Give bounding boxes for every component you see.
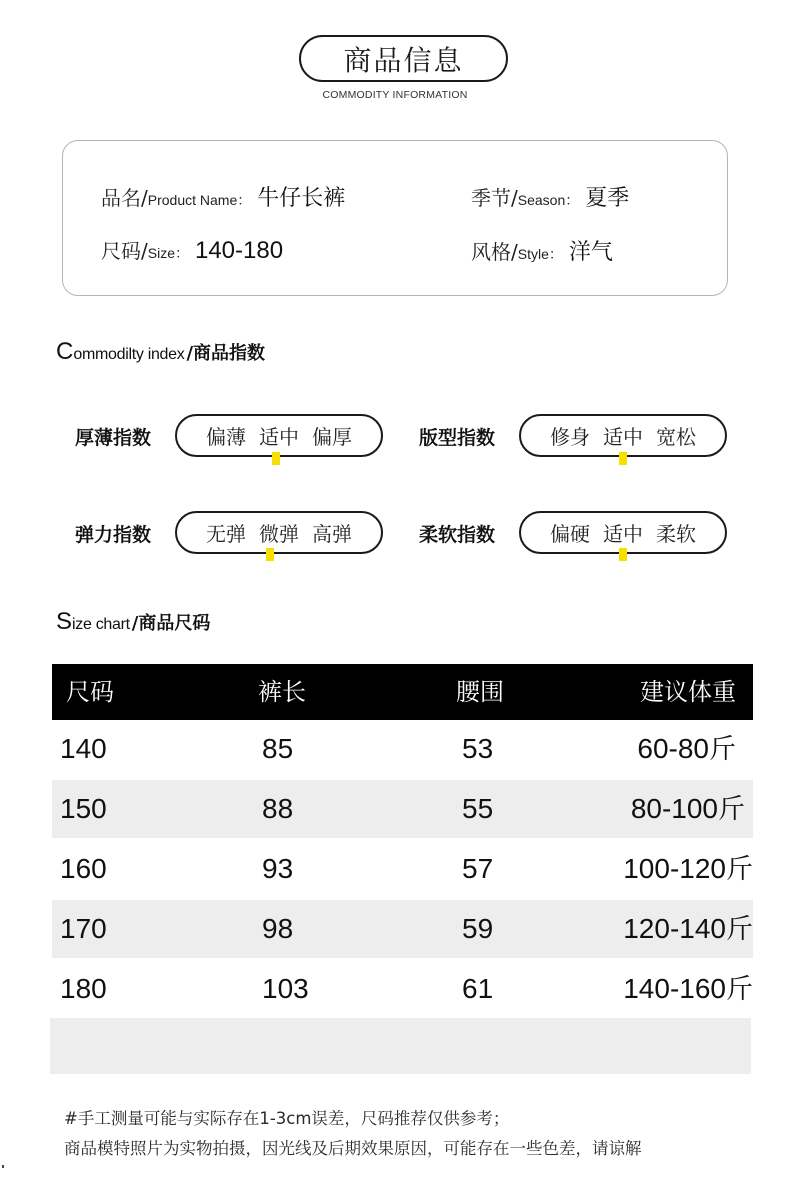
cell-length: 103 [262,973,309,1004]
info-style [471,235,613,266]
index-option: 适中 [603,425,643,449]
size-chart-heading [56,608,210,636]
column-header-weight: 建议体重 [640,678,736,706]
info-label-en: Size [147,245,175,261]
cell-size: 140 [60,733,107,764]
cell-waist: 61 [462,973,494,1004]
size-table-header [52,664,753,720]
heading-initial: C [56,338,74,365]
info-colon: ： [237,192,252,208]
weight-unit: 斤 [726,974,753,1005]
cell-weight [637,720,736,778]
info-product-name [101,181,345,212]
table-row [52,900,753,958]
index-option: 偏厚 [312,425,352,449]
cell-weight [631,780,745,838]
index-option: 无弹 [206,522,246,546]
weight-value: 80-100 [630,793,718,824]
index-option: 适中 [603,522,643,546]
info-colon: ： [565,192,580,208]
index-label-softness: 柔软指数 [419,524,496,546]
table-row [52,960,753,1018]
info-label-en: Product Name [147,192,238,208]
info-label: 风格/ [471,240,518,264]
product-info-card [62,140,728,296]
weight-unit: 斤 [718,794,745,825]
info-value: 夏季 [585,186,630,211]
index-selected-marker [272,452,280,465]
info-value: 牛仔长裤 [257,186,346,211]
cell-length: 85 [262,733,294,764]
weight-value: 60-80 [637,733,709,764]
heading-cn: /商品尺码 [131,613,211,634]
info-label-en: Style [517,246,549,262]
section-title-badge [299,35,508,82]
weight-value: 100-120 [623,853,726,884]
weight-unit: 斤 [726,854,753,885]
column-header-size: 尺码 [66,678,114,706]
cell-waist: 57 [462,853,494,884]
info-colon: ： [174,245,189,261]
info-value: 洋气 [568,240,613,265]
index-label-elasticity: 弹力指数 [75,524,152,546]
cell-weight [623,840,753,898]
page-subtitle: COMMODITY INFORMATION [322,89,468,101]
cell-length: 93 [262,853,294,884]
cell-size: 170 [60,913,107,944]
column-header-length: 裤长 [258,678,306,706]
table-row [52,720,753,778]
info-label-en: Season [517,192,566,208]
cell-waist: 55 [462,793,494,824]
heading-initial: S [56,608,73,635]
cell-weight [623,960,753,1018]
table-row-empty [50,1018,751,1074]
index-selected-marker [619,452,627,465]
cell-waist: 59 [462,913,494,944]
index-option: 柔软 [656,522,696,546]
index-selected-marker [266,548,274,561]
index-option: 偏硬 [550,522,590,546]
weight-unit: 斤 [709,734,736,765]
column-header-waist: 腰围 [456,678,504,706]
weight-unit: 斤 [726,914,753,945]
index-label-thickness: 厚薄指数 [75,427,152,449]
cell-weight [623,900,753,958]
cell-size: 150 [60,793,107,824]
weight-value: 140-160 [623,973,726,1004]
cell-waist: 53 [462,733,494,764]
info-label: 尺码/ [101,239,148,263]
index-option: 适中 [259,425,299,449]
heading-text: ommodilty index [73,346,185,363]
commodity-index-heading [56,338,265,366]
index-selected-marker [619,548,627,561]
info-colon: ： [548,246,563,262]
index-label-fit: 版型指数 [419,427,496,449]
index-scale-elasticity [175,511,383,554]
cell-length: 98 [262,913,294,944]
weight-value: 120-140 [623,913,726,944]
heading-text: ize chart [72,616,130,633]
measurement-note: #手工测量可能与实际存在1-3cm误差，尺码推荐仅供参考； [64,1109,510,1128]
info-value: 140-180 [194,237,284,264]
index-option: 偏薄 [206,425,246,449]
table-row [52,780,753,838]
info-label: 品名/ [101,186,148,210]
index-option: 宽松 [656,425,696,449]
index-scale-fit [519,414,727,457]
table-row [52,840,753,898]
page-title: 商品信息 [343,43,464,77]
info-size [101,235,283,265]
index-scale-thickness [175,414,383,457]
color-note: 商品模特照片为实物拍摄，因光线及后期效果原因，可能存在一些色差，请谅解 [64,1139,642,1158]
cell-length: 88 [262,793,294,824]
info-label: 季节/ [471,186,518,210]
info-season [471,181,629,212]
index-option: 修身 [550,425,590,449]
index-option: 微弹 [259,522,299,546]
stray-dot [2,1165,4,1168]
index-option: 高弹 [312,522,352,546]
cell-size: 180 [60,973,107,1004]
heading-cn: /商品指数 [186,343,266,364]
cell-size: 160 [60,853,107,884]
